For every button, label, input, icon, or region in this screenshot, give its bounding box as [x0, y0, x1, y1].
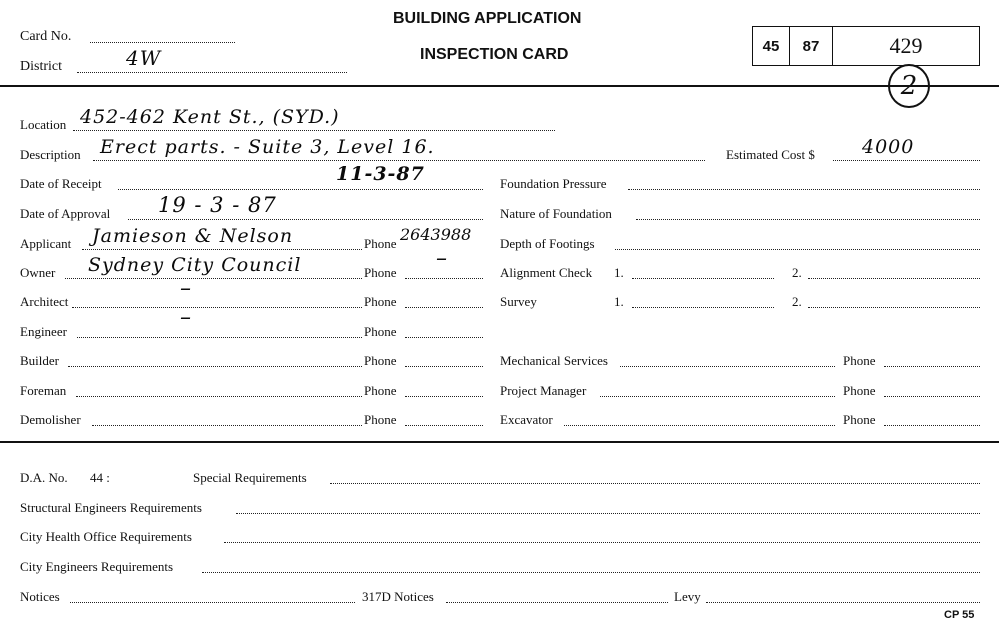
levy-line [706, 602, 980, 603]
survey-label: Survey [500, 294, 537, 309]
date-receipt-label: Date of Receipt [20, 176, 102, 191]
applicant-value: Jamieson & Nelson [92, 225, 294, 247]
district-line [77, 72, 347, 73]
nature-foundation-label: Nature of Foundation [500, 206, 612, 221]
project-manager-phone-line [884, 396, 980, 397]
special-req-label: Special Requirements [193, 470, 307, 485]
applicant-phone-label: Phone [364, 236, 397, 251]
date-approval-label: Date of Approval [20, 206, 111, 221]
location-label: Location [20, 117, 67, 132]
health-req-label: City Health Office Requirements [20, 529, 192, 544]
project-manager-phone-label: Phone [843, 383, 876, 398]
builder-phone-line [405, 366, 483, 367]
architect-line [72, 307, 362, 308]
description-label: Description [20, 147, 81, 162]
health-req-line [224, 542, 980, 543]
excavator-phone-label: Phone [843, 412, 876, 427]
architect-phone-line [405, 307, 483, 308]
card-number-box-2: 87 [789, 26, 833, 66]
circled-number: 2 [888, 64, 930, 108]
owner-line [65, 278, 362, 279]
district-value: 4W [126, 46, 162, 70]
levy-label: Levy [674, 589, 701, 604]
architect-label: Architect [20, 294, 69, 309]
survey-num-2: 2. [792, 294, 802, 309]
location-line [73, 130, 555, 131]
da-no-label: D.A. No. [20, 470, 68, 485]
date-approval-value: 19 - 3 - 87 [158, 193, 277, 217]
mech-services-phone-label: Phone [843, 353, 876, 368]
owner-phone-value: – [436, 246, 448, 271]
city-eng-req-line [202, 572, 980, 573]
estimated-cost-line [833, 160, 980, 161]
header-divider [0, 85, 999, 87]
builder-line [68, 366, 362, 367]
requirements-divider [0, 441, 999, 443]
notices-317d-label: 317D Notices [362, 589, 434, 604]
owner-phone-label: Phone [364, 265, 397, 280]
survey-line-1 [632, 307, 774, 308]
structural-req-line [236, 513, 980, 514]
mech-services-label: Mechanical Services [500, 353, 608, 368]
notices-317d-line [446, 602, 668, 603]
district-label: District [20, 59, 62, 74]
survey-line-2 [808, 307, 980, 308]
structural-req-label: Structural Engineers Requirements [20, 500, 202, 515]
notices-label: Notices [20, 589, 60, 604]
date-receipt-value: 11-3-87 [336, 163, 425, 185]
da-no-value: 44 : [90, 470, 110, 485]
demolisher-label: Demolisher [20, 412, 81, 427]
foundation-pressure-line [628, 189, 980, 190]
engineer-line [77, 337, 362, 338]
alignment-num-2: 2. [792, 265, 802, 280]
owner-label: Owner [20, 265, 56, 280]
demolisher-phone-label: Phone [364, 412, 397, 427]
excavator-label: Excavator [500, 412, 553, 427]
card-no-label: Card No. [20, 29, 72, 44]
alignment-check-label: Alignment Check [500, 265, 593, 280]
card-no-line [90, 42, 235, 43]
description-line [93, 160, 705, 161]
foreman-phone-line [405, 396, 483, 397]
special-req-line [330, 483, 980, 484]
architect-phone-label: Phone [364, 294, 397, 309]
excavator-line [564, 425, 835, 426]
engineer-phone-line [405, 337, 483, 338]
mech-services-line [620, 366, 835, 367]
form-title-line2: INSPECTION CARD [420, 46, 569, 63]
project-manager-line [600, 396, 835, 397]
owner-value: Sydney City Council [88, 254, 302, 276]
engineer-phone-label: Phone [364, 324, 397, 339]
foreman-phone-label: Phone [364, 383, 397, 398]
builder-label: Builder [20, 353, 59, 368]
foreman-line [76, 396, 362, 397]
foreman-label: Foreman [20, 383, 67, 398]
engineer-label: Engineer [20, 324, 67, 339]
alignment-line-2 [808, 278, 980, 279]
mech-services-phone-line [884, 366, 980, 367]
city-eng-req-label: City Engineers Requirements [20, 559, 174, 574]
card-number-box-3: 429 [832, 26, 980, 66]
demolisher-phone-line [405, 425, 483, 426]
applicant-phone-value: 2643988 [400, 225, 472, 244]
applicant-label: Applicant [20, 236, 72, 251]
owner-phone-line [405, 278, 483, 279]
description-value: Erect parts. - Suite 3, Level 16. [100, 136, 435, 158]
excavator-phone-line [884, 425, 980, 426]
applicant-line [82, 249, 362, 250]
alignment-num-1: 1. [614, 265, 624, 280]
foundation-pressure-label: Foundation Pressure [500, 176, 607, 191]
form-code: CP 55 [944, 609, 975, 621]
card-number-box-1: 45 [752, 26, 790, 66]
estimated-cost-value: 4000 [862, 136, 915, 158]
nature-foundation-line [636, 219, 980, 220]
estimated-cost-label: Estimated Cost $ [726, 147, 815, 162]
notices-line [70, 602, 355, 603]
depth-footings-line [615, 249, 980, 250]
date-approval-line [128, 219, 483, 220]
form-title-line1: BUILDING APPLICATION [393, 10, 582, 27]
location-value: 452-462 Kent St., (SYD.) [80, 106, 340, 128]
engineer-value: – [180, 305, 192, 330]
date-receipt-line [118, 189, 483, 190]
depth-footings-label: Depth of Footings [500, 236, 595, 251]
demolisher-line [92, 425, 362, 426]
builder-phone-label: Phone [364, 353, 397, 368]
architect-value: – [180, 276, 192, 301]
survey-num-1: 1. [614, 294, 624, 309]
project-manager-label: Project Manager [500, 383, 587, 398]
alignment-line-1 [632, 278, 774, 279]
